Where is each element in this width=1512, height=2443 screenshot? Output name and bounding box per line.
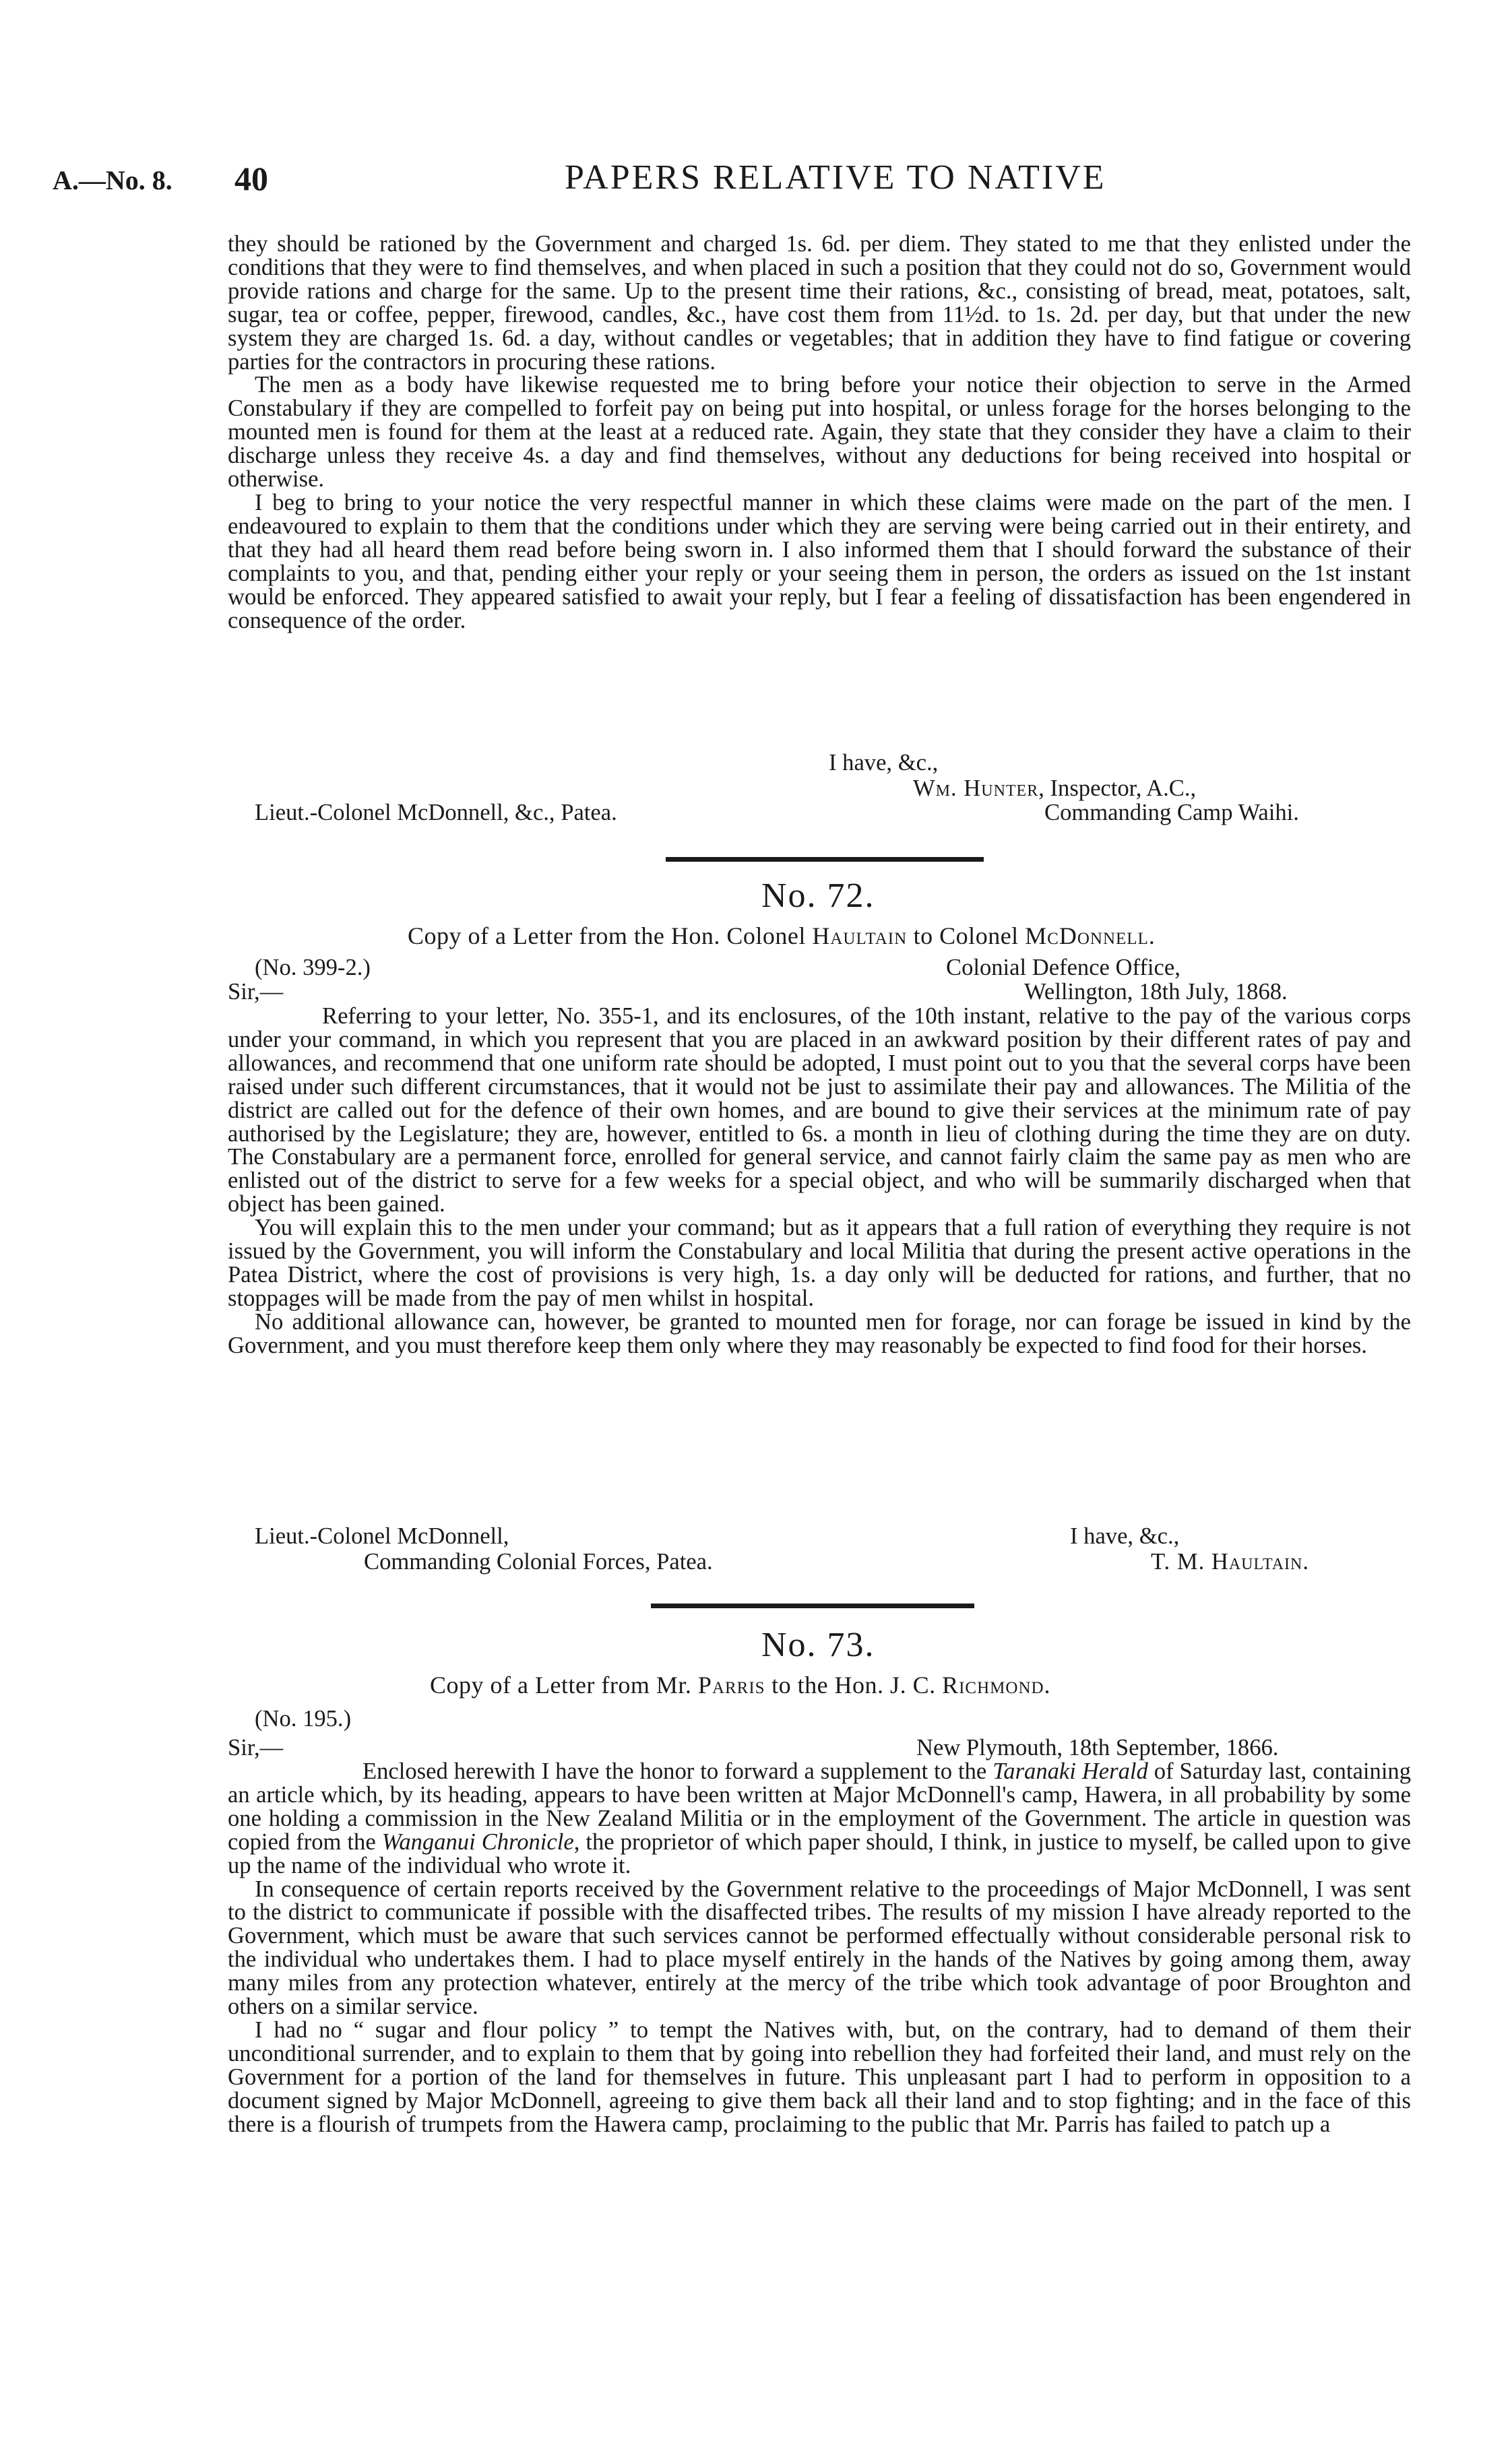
letter-73-body [228,1760,1411,2136]
caption-sender: Haultain [812,922,908,949]
paper-reference: A.—No. 8. [53,165,172,195]
paragraph: In consequence of certain reports received by the Government relative to the proceedings of Major McDonnell, I was sent to the district to communicate if possible with the disaffected tribes. The results of my mission I have already reported to the Government, which must be aware that such services cannot be performed effectually without considerable personal risk to the individual who undertakes them. I had to place myself entirely in the hands of the Natives by going among them, away many miles from any protection whatever, entirely at the mercy of the tribe which took advantage of poor Broughton and others on a similar service. [228,1876,1411,2020]
signatory-command: Commanding Camp Waihi. [1044,800,1299,825]
paragraph: The men as a body have likewise requested me to bring before your notice their objection to serve in the Armed Constabulary if they are compelled to forfeit pay on being put into hospital, or unless forage for the horses belonging to the mounted men is found for them at the least at a reduced rate. Again, they state that they consider they have a claim to their discharge unless they receive 4s. a day and find themselves, without any deductions for being received into hospital or otherwise. [228,372,1411,493]
place-and-date: Wellington, 18th July, 1868. [1024,979,1288,1005]
paragraph [228,1760,1411,1878]
letter-number: No. 73. [761,1626,875,1664]
letter-reference-number: (No. 399-2.) [255,955,371,980]
signatory-name: Wm. Hunter [913,775,1039,801]
sender-office: Colonial Defence Office, [946,955,1180,980]
signatory-rank: , Inspector, A.C., [1038,775,1197,801]
letter-number: No. 72. [761,877,875,915]
letter-reference-number: (No. 195.) [255,1706,352,1732]
letter-72-body [228,1005,1411,1358]
caption-text: Copy of a Letter from the Hon. Colonel [408,922,806,949]
caption-recipient: McDonnell [1025,922,1149,949]
section-divider [666,857,984,862]
paragraph: You will explain this to the men under your command; but as it appears that a full ration of everything they require is not issued by the Government, you will inform the Constabulary and local Militia that during the present active operations in the Patea District, where the cost of provisions is very high, 1s. a day only will be deducted for rations, and further, that no stoppages will be made from the pay of men whilst in hospital. [228,1215,1411,1311]
paragraph-text: Enclosed herewith I have the honor to forward a supplement to the [363,1758,993,1784]
salutation: Sir,— [228,1735,284,1760]
page-number: 40 [234,160,268,197]
letter-caption [408,922,1155,950]
paragraph: I had no “ sugar and flour policy ” to tempt the Natives with, but, on the contrary, had to demand of them their unconditional surrender, and to explain to them that by going into rebellion they had forfeited their land, and must rely on the Government for a portion of the land for themselves in future. This unpleasant part I had to perform in opposition to a document signed by Major McDonnell, agreeing to give them back all their land and to stop fighting; and in the face of this there is a flourish of trumpets from the Hawera camp, proclaiming to the public that Mr. Parris has failed to patch up a [228,2017,1411,2137]
addressee: Lieut.-Colonel McDonnell, [255,1523,509,1549]
closing-formula: I have, &c., [1070,1523,1180,1549]
addressee-command: Commanding Colonial Forces, Patea. [364,1549,713,1575]
newspaper-title: Wanganui Chronicle [381,1829,574,1855]
page-title: PAPERS RELATIVE TO NATIVE [565,158,1106,197]
paragraph: No additional allowance can, however, be granted to mounted men for forage, nor can forage be issued in kind by the Government, and you must therefore keep them only where they may reasonably be expected to find food for their horses. [228,1308,1411,1358]
continued-letter-body [228,232,1411,632]
letter-caption [430,1671,1051,1699]
addressee: Lieut.-Colonel McDonnell, &c., Patea. [255,800,617,825]
newspaper-title: Taranaki Herald [993,1758,1148,1784]
salutation: Sir,— [228,979,284,1005]
caption-recipient: Richmond. [942,1672,1051,1699]
caption-period: . [1148,922,1156,949]
paragraph: they should be rationed by the Government and charged 1s. 6d. per diem. They stated to me that they enlisted under the conditions that they were to find themselves, and when placed in such a position that they could not do so, Government would provide rations and charge for the same. Up to the present time their rations, &c., consisting of bread, meat, potatoes, salt, sugar, tea or coffee, pepper, firewood, candles, &c., have cost them from 11½d. to 1s. 2d. per day, but that under the new system they are charged 1s. 6d. a day, without candles or vegetables; that in addition they have to find fatigue or covering parties for the contractors in procuring these rations. [228,231,1411,375]
signature [1151,1550,1309,1574]
caption-text: to Colonel [913,922,1019,949]
caption-text: Copy of a Letter from Mr. [430,1672,692,1699]
paragraph: I beg to bring to your notice the very respectful manner in which these claims were made on the part of the men. I endeavoured to explain to them that the conditions under which they are serving were being carried out in their entirety, and that they had all heard them read before being sworn in. I also informed them that I should forward the substance of their complaints to you, and that, pending either your reply or your seeing them in person, the orders as issued on the 1st instant would be enforced. They appeared satisfied to await your reply, but I fear a feeling of dissatisfaction has been engendered in consequence of the order. [228,489,1411,633]
caption-text: to the Hon. J. C. [771,1672,936,1699]
paragraph-text: of Saturday last, containing an article which, by its heading, appears to have been written at Major McDonnell's camp, Hawera, in all probability by some one holding a commission in the New Zealand Militia or in the employment of the Government. The article in question was copied from the [228,1758,1412,1855]
signatory-name: T. M. Haultain. [1151,1549,1310,1575]
section-divider [651,1604,974,1608]
place-and-date: New Plymouth, 18th September, 1866. [916,1735,1279,1760]
caption-sender: Parris [697,1672,765,1699]
running-header [53,152,1400,206]
closing-formula: I have, &c., [829,750,939,775]
signature [913,776,1196,800]
paragraph: Referring to your letter, No. 355-1, and its enclosures, of the 10th instant, relative to the pay of the various corps under your command, in which you represent that you are placed in an awkward position by their different rates of pay and allowances, and recommend that one uniform rate should be adopted, I must point out to you that the several corps have been raised under such different circumstances, that it would not be just to assimilate their pay and allowances. The Militia of the district are called out for the defence of their own homes, and are bound to give their services at the minimum rate of pay authorised by the Legislature; they are, however, entitled to 6s. a month in lieu of clothing during the time they are on duty. The Constabulary are a permanent force, enrolled for general service, and cannot fairly claim the same pay as men who are enlisted out of the district to serve for a few weeks for a special object, and who will be summarily discharged when that object has been gained. [228,1003,1411,1217]
paragraph-text: , the proprietor of which paper should, I think, in justice to myself, be called upon to give up the name of the individual who wrote it. [228,1829,1412,1878]
